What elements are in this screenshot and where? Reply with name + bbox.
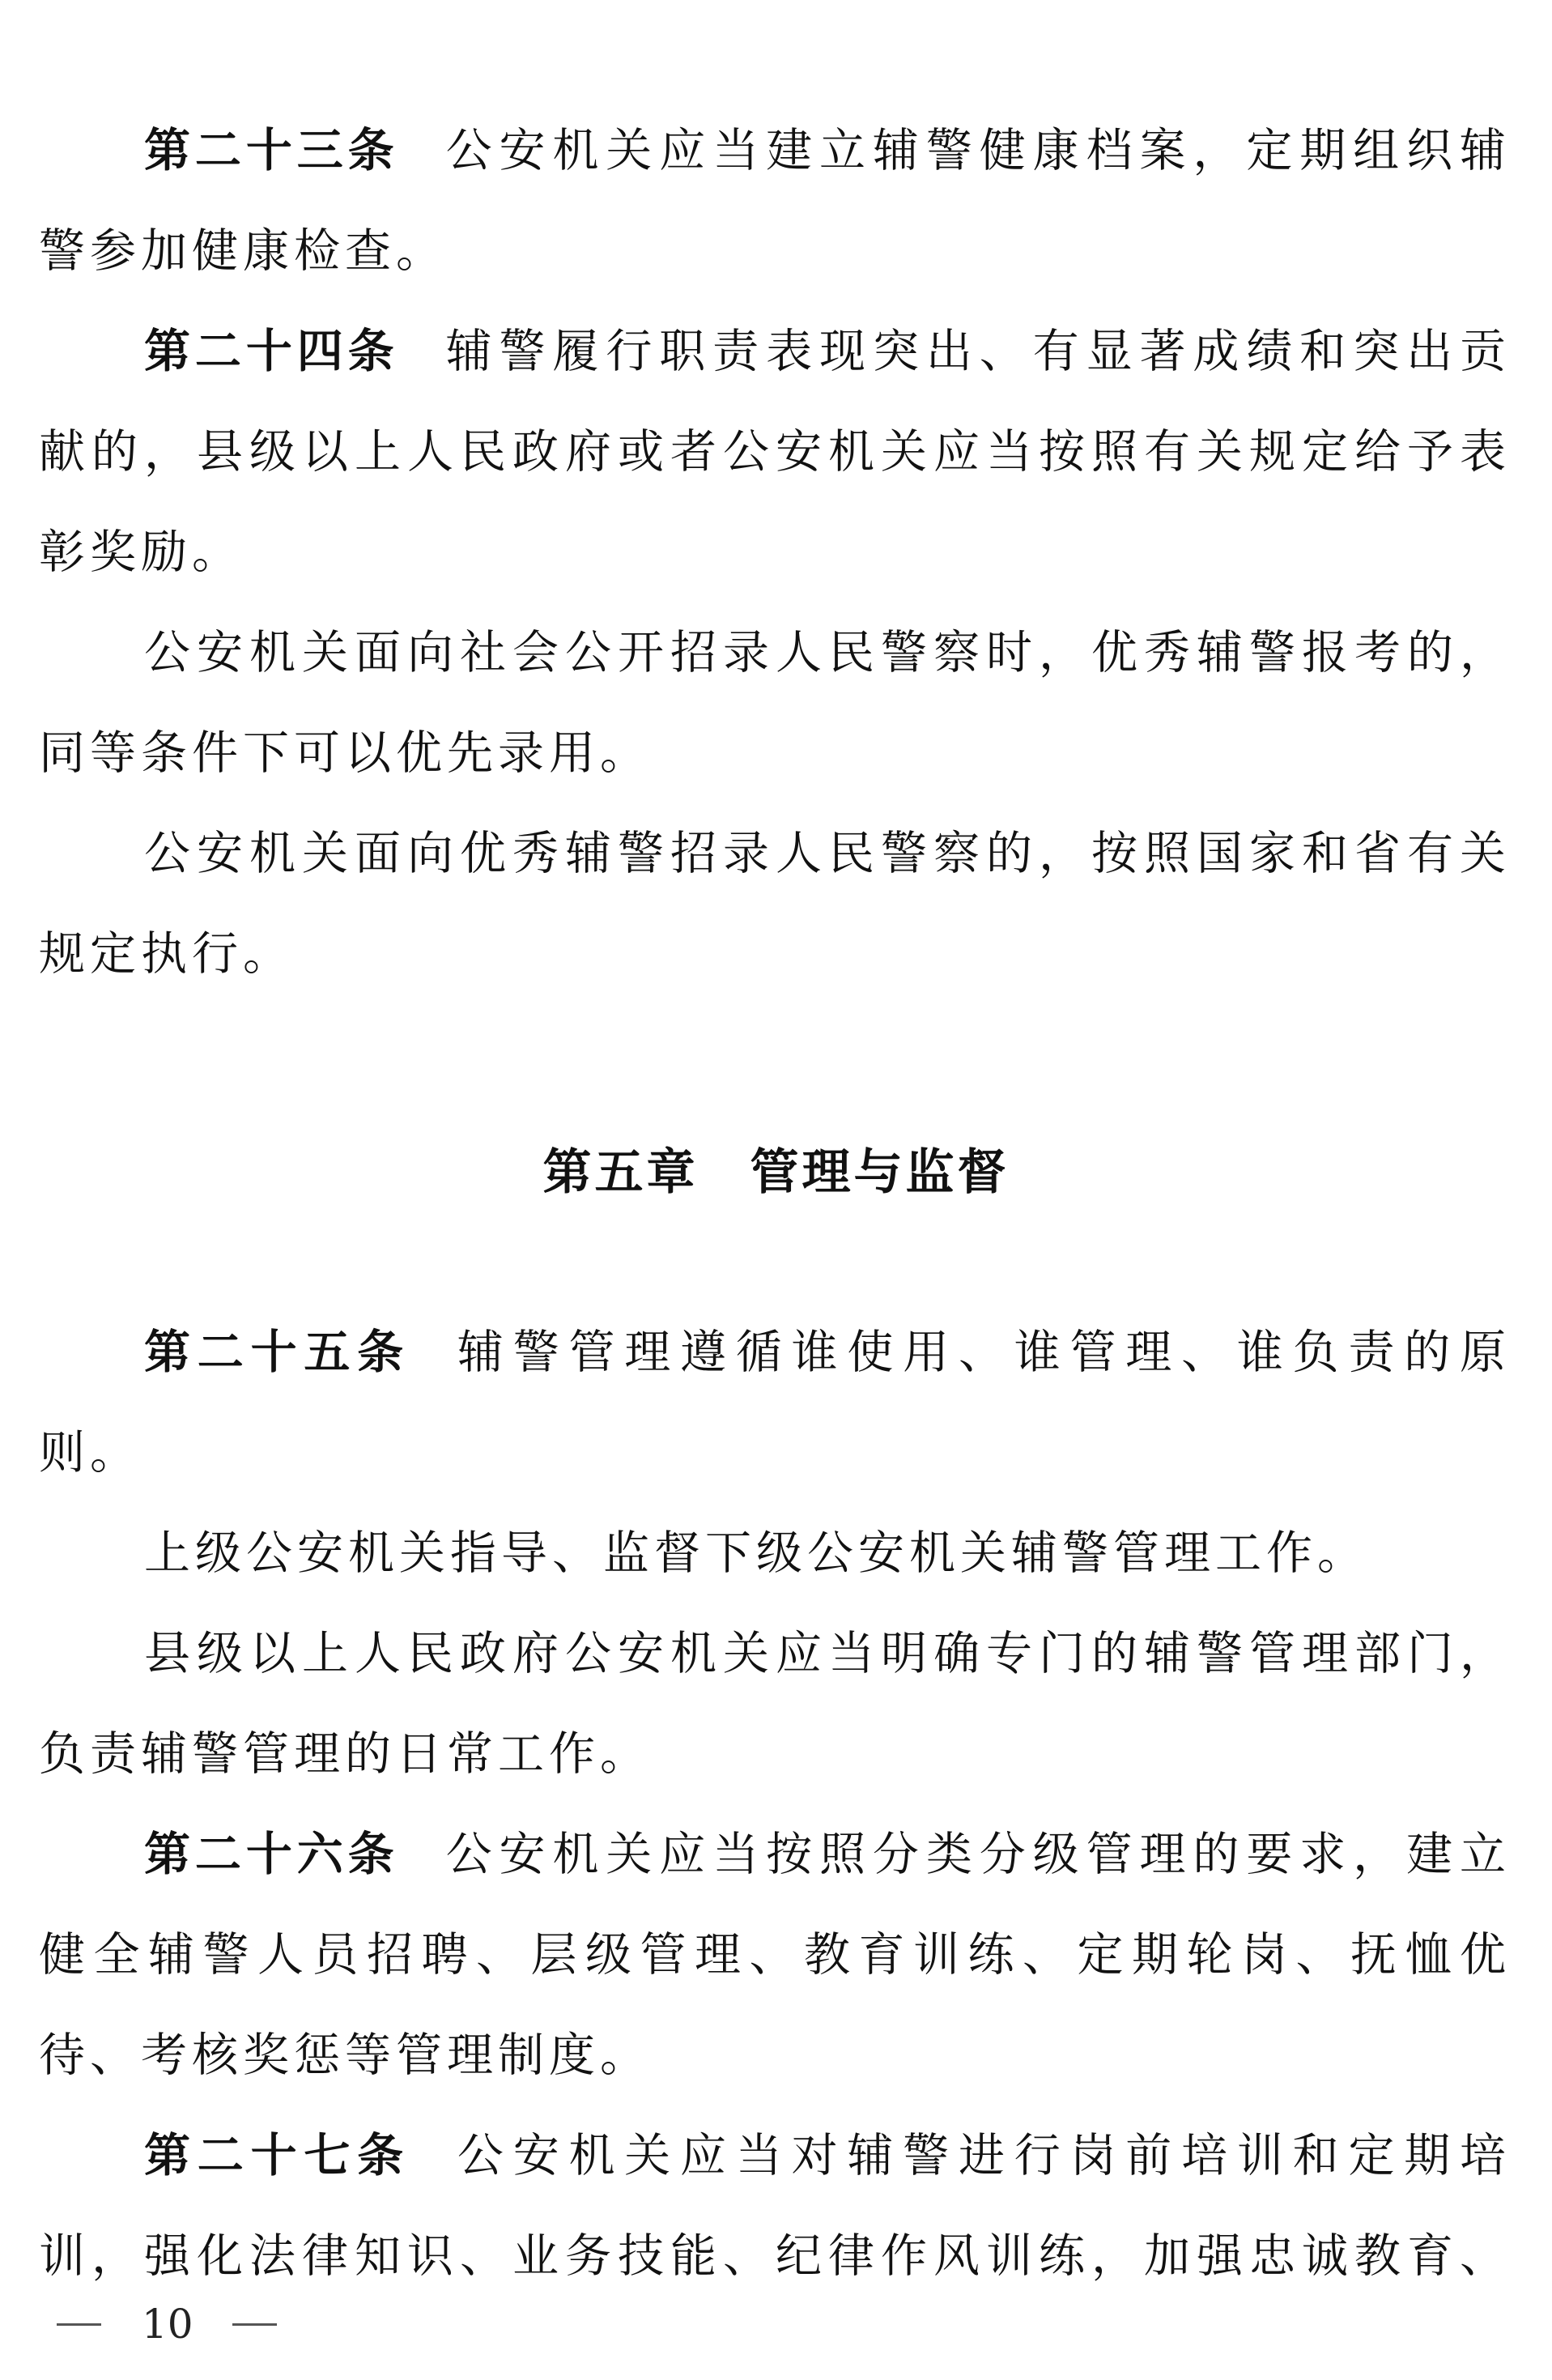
text-line: 训，强化法律知识、业务技能、纪律作风训练，加强忠诚教育、	[39, 2229, 1511, 2283]
section-bottom	[39, 1302, 1511, 2306]
text-line: 县级以上人民政府公安机关应当明确专门的辅警管理部门，	[144, 1627, 1511, 1680]
text-line	[39, 2105, 1511, 2206]
text-line: 公安机关面向社会公开招录人民警察时，优秀辅警报考的，	[144, 626, 1511, 679]
text-line: 公安机关面向优秀辅警招录人民警察的，按照国家和省有关	[144, 827, 1511, 880]
article-number: 第二十五条	[144, 1326, 410, 1379]
article-23	[39, 100, 1511, 301]
text-line	[39, 1804, 1511, 1905]
text-line: 警参加健康检查。	[39, 224, 447, 278]
page-footer	[57, 2301, 277, 2347]
article-24	[39, 301, 1511, 602]
text-line	[39, 1302, 1511, 1403]
section-top	[39, 100, 1511, 1004]
text-line: 彰奖励。	[39, 526, 243, 579]
article-text: 辅警履行职责表现突出、有显著成绩和突出贡	[445, 325, 1511, 378]
article-26	[39, 1804, 1511, 2105]
paragraph	[39, 602, 1511, 803]
article-number: 第二十四条	[144, 325, 399, 378]
paragraph	[39, 1503, 1511, 1603]
paragraph	[39, 803, 1511, 1004]
chapter-title: 管理与监督	[750, 1144, 1010, 1201]
text-line: 待、考核奖惩等管理制度。	[39, 2029, 651, 2082]
article-25	[39, 1302, 1511, 1503]
text-line: 上级公安机关指导、监督下级公安机关辅警管理工作。	[144, 1526, 1368, 1580]
text-line	[39, 301, 1511, 402]
article-number: 第二十六条	[144, 1828, 399, 1881]
article-number: 第二十三条	[144, 124, 399, 177]
text-line: 负责辅警管理的日常工作。	[39, 1727, 651, 1781]
article-27	[39, 2105, 1511, 2306]
article-text: 辅警管理遵循谁使用、谁管理、谁负责的原	[457, 1326, 1511, 1379]
text-line: 规定执行。	[39, 927, 294, 981]
article-number: 第二十七条	[144, 2129, 410, 2182]
article-text: 公安机关应当对辅警进行岗前培训和定期培	[457, 2129, 1511, 2182]
article-text: 公安机关应当按照分类分级管理的要求，建立	[445, 1828, 1511, 1881]
text-line: 则。	[39, 1426, 141, 1480]
chapter-number: 第五章	[542, 1144, 699, 1201]
dash-right	[232, 2323, 277, 2326]
page-number: 10	[142, 2301, 193, 2348]
chapter-heading	[0, 1122, 1552, 1223]
dash-left	[57, 2323, 101, 2326]
text-line: 献的，县级以上人民政府或者公安机关应当按照有关规定给予表	[39, 425, 1511, 479]
paragraph	[39, 1603, 1511, 1804]
text-line: 同等条件下可以优先录用。	[39, 726, 651, 780]
text-line	[39, 100, 1511, 201]
article-text: 公安机关应当建立辅警健康档案，定期组织辅	[445, 124, 1511, 177]
text-line: 健全辅警人员招聘、层级管理、教育训练、定期轮岗、抚恤优	[39, 1928, 1511, 1982]
